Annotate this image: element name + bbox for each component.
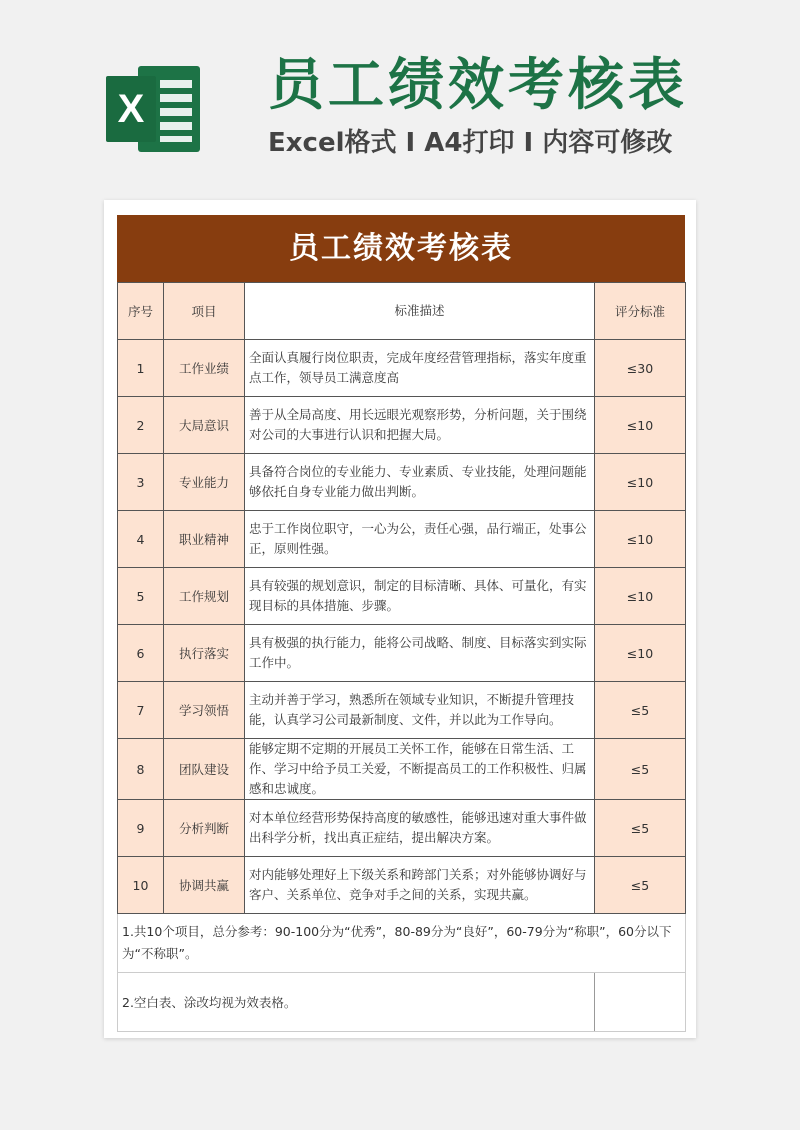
- row-score: ≤30: [595, 340, 686, 397]
- hero-title: 员工绩效考核表: [268, 53, 688, 118]
- row-item: 工作规划: [164, 568, 245, 625]
- note-row: [118, 973, 686, 1032]
- header-no: 序号: [118, 283, 164, 340]
- table-row: [118, 340, 686, 397]
- table-row: [118, 397, 686, 454]
- row-desc: 具有较强的规划意识，制定的目标清晰、具体、可量化，有实现目标的具体措施、步骤。: [245, 568, 595, 625]
- row-desc: 具备符合岗位的专业能力、专业素质、专业技能，处理问题能够依托自身专业能力做出判断。: [245, 454, 595, 511]
- header-desc: 标准描述: [245, 283, 595, 340]
- row-score: ≤5: [595, 800, 686, 857]
- row-item: 分析判断: [164, 800, 245, 857]
- row-desc: 主动并善于学习，熟悉所在领域专业知识，不断提升管理技能，认真学习公司最新制度、文件，并以此为工作导向。: [245, 682, 595, 739]
- evaluation-table: [117, 282, 686, 1032]
- table-header-row: [118, 283, 686, 340]
- row-no: 10: [118, 857, 164, 914]
- row-item: 协调共赢: [164, 857, 245, 914]
- table-row: [118, 857, 686, 914]
- table-row: [118, 682, 686, 739]
- row-item: 职业精神: [164, 511, 245, 568]
- table-row: [118, 511, 686, 568]
- row-no: 9: [118, 800, 164, 857]
- row-desc: 忠于工作岗位职守，一心为公，责任心强，品行端正，处事公正，原则性强。: [245, 511, 595, 568]
- table-row: [118, 800, 686, 857]
- excel-logo-letter: X: [117, 87, 145, 131]
- row-desc: 善于从全局高度、用长远眼光观察形势，分析问题，关于围绕对公司的大事进行认识和把握大局。: [245, 397, 595, 454]
- row-no: 8: [118, 739, 164, 800]
- row-item: 工作业绩: [164, 340, 245, 397]
- row-score: ≤10: [595, 511, 686, 568]
- hero-subtitle: Excel格式 I A4打印 I 内容可修改: [268, 128, 673, 158]
- row-score: ≤5: [595, 857, 686, 914]
- hero-banner: [0, 0, 800, 200]
- row-item: 团队建设: [164, 739, 245, 800]
- table-row: [118, 568, 686, 625]
- table-row: [118, 625, 686, 682]
- row-item: 大局意识: [164, 397, 245, 454]
- header-item: 项目: [164, 283, 245, 340]
- row-score: ≤5: [595, 739, 686, 800]
- row-score: ≤5: [595, 682, 686, 739]
- note-row: [118, 914, 686, 973]
- row-score: ≤10: [595, 397, 686, 454]
- row-no: 1: [118, 340, 164, 397]
- row-desc: 能够定期不定期的开展员工关怀工作，能够在日常生活、工作、学习中给予员工关爱，不断提高员工的工作积极性、归属感和忠诚度。: [245, 739, 595, 800]
- row-item: 专业能力: [164, 454, 245, 511]
- row-no: 4: [118, 511, 164, 568]
- row-item: 学习领悟: [164, 682, 245, 739]
- table-row: [118, 454, 686, 511]
- excel-icon: [104, 60, 204, 158]
- row-desc: 全面认真履行岗位职责，完成年度经营管理指标，落实年度重点工作，领导员工满意度高: [245, 340, 595, 397]
- row-desc: 对本单位经营形势保持高度的敏感性，能够迅速对重大事件做出科学分析，找出真正症结，提出解决方案。: [245, 800, 595, 857]
- table-title: 员工绩效考核表: [117, 215, 685, 282]
- row-score: ≤10: [595, 568, 686, 625]
- row-desc: 对内能够处理好上下级关系和跨部门关系；对外能够协调好与客户、关系单位、竞争对手之间的关系，实现共赢。: [245, 857, 595, 914]
- row-score: ≤10: [595, 454, 686, 511]
- row-item: 执行落实: [164, 625, 245, 682]
- row-no: 2: [118, 397, 164, 454]
- header-score: 评分标准: [595, 283, 686, 340]
- row-no: 5: [118, 568, 164, 625]
- note-text: 2.空白表、涂改均视为效表格。: [118, 973, 595, 1032]
- row-no: 3: [118, 454, 164, 511]
- row-desc: 具有极强的执行能力，能将公司战略、制度、目标落实到实际工作中。: [245, 625, 595, 682]
- note-blank-cell: [595, 973, 686, 1032]
- row-no: 6: [118, 625, 164, 682]
- row-no: 7: [118, 682, 164, 739]
- row-score: ≤10: [595, 625, 686, 682]
- note-text: 1.共10个项目，总分参考：90-100分为“优秀”，80-89分为“良好”，60-79分为“称职”，60分以下为“不称职”。: [118, 914, 686, 973]
- table-row: [118, 739, 686, 800]
